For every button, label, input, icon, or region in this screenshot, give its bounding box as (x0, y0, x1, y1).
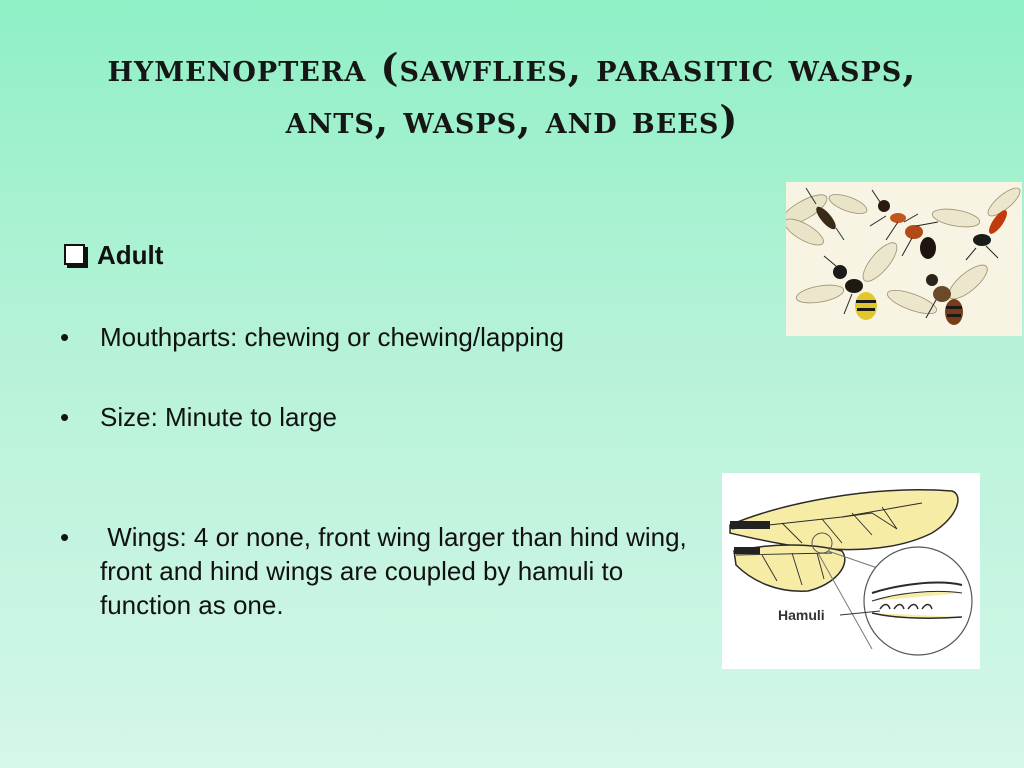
section-heading-label: Adult (97, 240, 164, 270)
bullet-text: Wings: 4 or none, front wing larger than hind wing, front and hind wings are coupled by hamuli to function as one. (100, 522, 695, 620)
sawfly-icon (786, 188, 869, 250)
bee-icon (885, 260, 992, 325)
bullet-dot-icon: • (60, 522, 70, 552)
checkbox-bullet-icon (64, 244, 85, 265)
wing-hamuli-diagram (722, 473, 980, 669)
bullet-item (60, 320, 564, 354)
yellowjacket-icon (795, 238, 902, 320)
wasp-icon (931, 184, 1022, 260)
bullet-item (60, 520, 700, 622)
bullet-text: Size: Minute to large (100, 402, 338, 432)
hymenoptera-insects-illustration (786, 182, 1022, 336)
bullet-item (60, 400, 337, 434)
bullet-dot-icon: • (60, 322, 70, 352)
hamuli-label: Hamuli (778, 607, 825, 623)
bullet-text: Mouthparts: chewing or chewing/lapping (100, 322, 564, 352)
section-heading (64, 240, 163, 271)
slide-title: hymenoptera (sawflies, parasitic wasps, ants, wasps, and bees) (107, 45, 917, 142)
bullet-dot-icon: • (60, 402, 70, 432)
